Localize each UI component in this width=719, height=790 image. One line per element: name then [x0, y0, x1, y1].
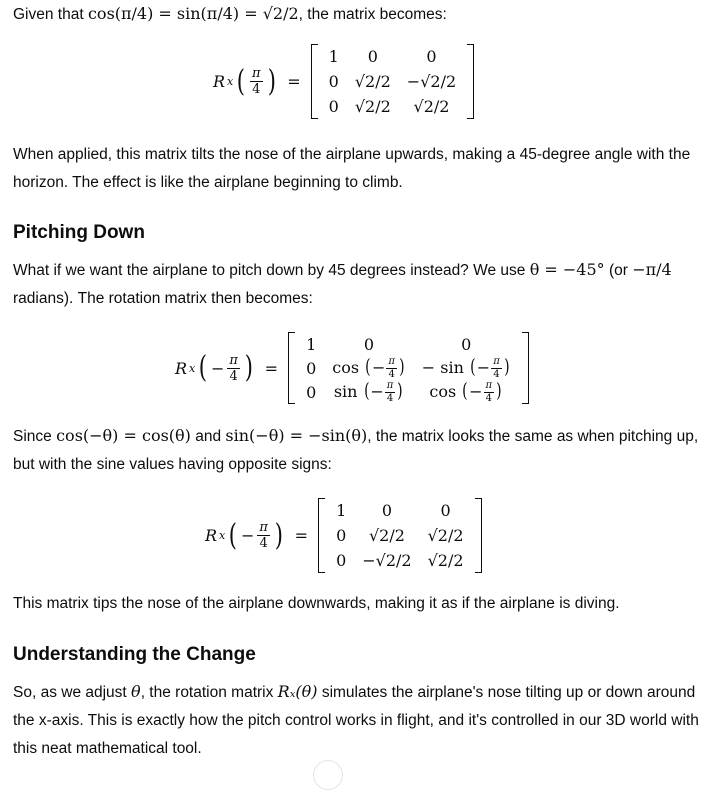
paragraph-intro: Given that cos(π/4) = sin(π/4) = √2/2, the matrix becomes:	[13, 4, 447, 23]
paragraph-summary: So, as we adjust θ, the rotation matrix Rₓ(θ) simulates the airplane's nose tilting up or down around the x-axis. This is exactly how the pitch control works in flight, and it's controlled in our 3D world with this neat mathematical tool.	[13, 682, 699, 757]
matrix-bracket: 1 0 0 0 √2/2 √2/2 0 −√2/2 √2/2	[318, 498, 482, 573]
equation-pitch-down-symbolic: R x ( − $\frac{\pi}{4}$ ) = 1 0 0 0 cos (− $\frac{\pi}{4}$ ) − sin (− $\frac{\pi}{4}$ ) 0 sin (− $\frac{\pi}{4}$ ) cos (− $\frac{\pi}{4}$ )	[175, 332, 529, 404]
matrix-bracket: 1 0 0 0 cos (− $\frac{\pi}{4}$ ) − sin (− $\frac{\pi}{4}$ ) 0 sin (− $\frac{\pi}{4}$ ) cos (− $\frac{\pi}{4}$ )	[288, 332, 529, 404]
heading-understanding-change: Understanding the Change	[13, 644, 256, 665]
math-inline: cos(π/4) = sin(π/4) = √2/2	[87, 4, 299, 23]
heading-pitching-down: Pitching Down	[13, 222, 145, 243]
paragraph-pitch-down: What if we want the airplane to pitch down by 45 degrees instead? We use θ = −45° (or −π/4 radians). The rotation matrix then becomes:	[13, 260, 672, 307]
paragraph-climb: When applied, this matrix tilts the nose of the airplane upwards, making a 45-degree angle with the horizon. The effect is like the airplane beginning to climb.	[13, 146, 691, 191]
equation-pitch-up: R x ( $\frac{\pi}{4}$ ) = 1 0 0 0 √2/2 −√2/2 0 √2/2 √2/2	[213, 44, 474, 119]
paragraph-since: Since cos(−θ) = cos(θ) and sin(−θ) = −sin(θ), the matrix looks the same as when pitching up, but with the sine values having opposite signs:	[13, 426, 699, 473]
scroll-down-button[interactable]	[313, 760, 343, 790]
matrix-bracket: 1 0 0 0 √2/2 −√2/2 0 √2/2 √2/2	[311, 44, 475, 119]
paragraph-diving: This matrix tips the nose of the airplane downwards, making it as if the airplane is diving.	[13, 595, 620, 612]
matrix-symbol: R	[213, 72, 226, 91]
equation-pitch-down-numeric: R x ( − $\frac{\pi}{4}$ ) = 1 0 0 0 √2/2 √2/2 0 −√2/2 √2/2	[205, 498, 482, 573]
